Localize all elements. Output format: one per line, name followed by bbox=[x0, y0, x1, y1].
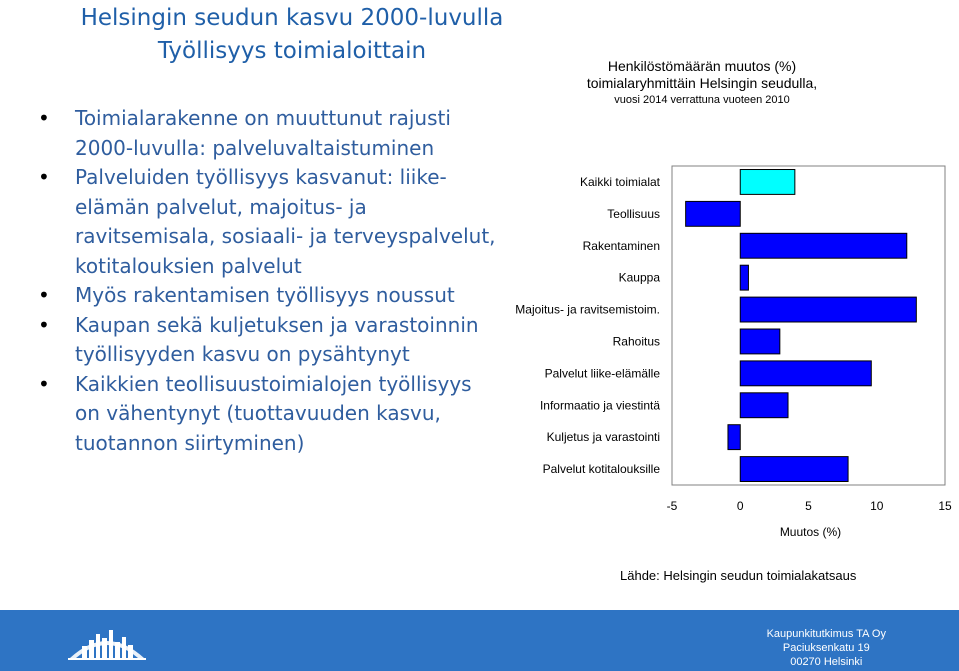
x-tick-label: 5 bbox=[805, 499, 812, 513]
bar-7 bbox=[740, 393, 788, 418]
chart-subtitle: vuosi 2014 verrattuna vuoteen 2010 bbox=[614, 94, 790, 106]
chart-title-line2: toimialaryhmittäin Helsingin seudulla, bbox=[586, 75, 818, 91]
chart-title-line1: Henkilöstömäärän muutos (%) bbox=[607, 58, 797, 74]
category-label: Kauppa bbox=[618, 270, 660, 285]
bar-0 bbox=[740, 170, 795, 195]
bullet-item: • Palveluiden työllisyys kasvanut: liike-elämän palvelut, majoitus- ja ravitsemisala, sosiaali- ja terveyspalvelut, kotitalouksien palvelut bbox=[38, 163, 498, 281]
category-label: Informaatio ja viestintä bbox=[539, 398, 660, 413]
bar-2 bbox=[740, 233, 907, 258]
category-label: Rakentaminen bbox=[582, 238, 660, 253]
city-skyline-logo bbox=[62, 618, 152, 668]
bullet-item: • Kaikkien teollisuustoimialojen työllisyys on vähentynyt (tuottavuuden kasvu, tuotannon siirtyminen) bbox=[38, 370, 498, 459]
category-label: Kaikki toimialat bbox=[579, 174, 660, 189]
bullet-item: • Kaupan sekä kuljetuksen ja varastoinnin työllisyyden kasvu on pysähtynyt bbox=[38, 311, 498, 370]
bullet-item: • Myös rakentamisen työllisyys noussut bbox=[38, 281, 498, 311]
x-tick-label: -5 bbox=[666, 499, 678, 513]
category-label: Majoitus- ja ravitsemistoim. bbox=[515, 302, 660, 317]
bullet-item: • Toimialarakenne on muuttunut rajusti 2000-luvulla: palveluvaltaistuminen bbox=[38, 104, 498, 163]
footer-bar bbox=[0, 610, 959, 671]
footer-city: 00270 Helsinki bbox=[790, 656, 863, 668]
bar-1 bbox=[686, 201, 741, 226]
x-tick-label: 0 bbox=[736, 499, 744, 513]
bar-6 bbox=[740, 361, 871, 386]
slide-title-line2: Työllisyys toimialoittain bbox=[157, 38, 427, 64]
category-label: Palvelut liike-elämälle bbox=[544, 366, 660, 381]
slide-title-line1: Helsingin seudun kasvu 2000-luvulla bbox=[80, 5, 504, 31]
x-tick-label: 15 bbox=[938, 499, 952, 513]
footer-street: Paciuksenkatu 19 bbox=[782, 642, 870, 654]
footer-company: Kaupunkitutkimus TA Oy bbox=[766, 628, 886, 640]
x-axis-label: Muutos (%) bbox=[779, 525, 842, 539]
category-label: Rahoitus bbox=[612, 334, 660, 349]
category-label: Palvelut kotitalouksille bbox=[542, 462, 660, 477]
bar-9 bbox=[740, 457, 848, 482]
bar-8 bbox=[728, 425, 740, 450]
category-label: Kuljetus ja varastointi bbox=[546, 430, 660, 445]
bar-4 bbox=[740, 297, 916, 322]
source-note: Lähde: Helsingin seudun toimialakatsaus bbox=[620, 568, 857, 583]
bar-3 bbox=[740, 265, 748, 290]
footer-address bbox=[767, 627, 886, 669]
bar-5 bbox=[740, 329, 780, 354]
x-tick-label: 10 bbox=[870, 499, 884, 513]
category-label: Teollisuus bbox=[607, 206, 660, 221]
